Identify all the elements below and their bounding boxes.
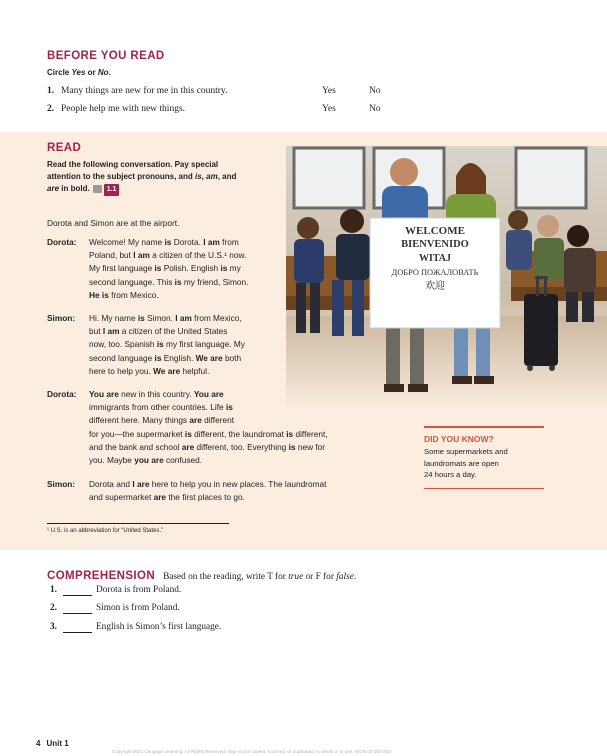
speaker-label: Simon: [47, 313, 76, 323]
read-section [0, 132, 607, 550]
page-number: 4 [36, 739, 41, 748]
did-you-know-line: laundromats are open [424, 458, 499, 468]
answer-blank[interactable] [63, 632, 92, 633]
item-text: English is Simon’s first language. [96, 622, 222, 632]
answer-blank[interactable] [63, 595, 92, 596]
before-you-read-instruction: Circle Yes or No. [47, 68, 111, 77]
speaker-label: Dorota: [47, 237, 77, 247]
comprehension-instruction: Based on the reading, write T for true or F for false. [163, 572, 357, 582]
item-text: Many things are new for me in this country. [61, 86, 228, 96]
item-number: 3. [50, 622, 57, 632]
before-item-2 [47, 104, 407, 118]
scene-description: Dorota and Simon are at the airport. [47, 218, 180, 228]
audio-track-badge[interactable]: 1.1 [104, 184, 120, 196]
sign-line: WELCOME [405, 225, 465, 237]
did-you-know-line: Some supermarkets and [424, 447, 508, 456]
item-text: Simon is from Poland. [96, 603, 180, 613]
copyright-notice: Copyright 2021 Cengage Learning. All Rights Reserved. May not be copied, scanned, or duplicated, in whole or in part. WCN 02-200-203 [112, 749, 391, 754]
item-number: 2. [50, 603, 57, 613]
footnote: ¹ U.S. is an abbreviation for “United States.” [47, 528, 164, 534]
item-number: 2. [47, 104, 55, 114]
read-heading: READ [47, 142, 82, 154]
footnote-rule [47, 523, 229, 524]
dialogue-turn-simon-2: Simon: Dorota and I are here to help you in new places. The laundromat and supermarket are the first places to go. [47, 479, 327, 503]
welcome-sign [370, 224, 500, 294]
yes-option[interactable]: Yes [322, 86, 336, 96]
sign-line: 欢迎 [425, 281, 445, 292]
read-instruction: Read the following conversation. Pay special attention to the subject pronouns, and is, am, and are in bold. 1.1 [47, 159, 277, 196]
speaker-label: Simon: [47, 479, 76, 489]
did-you-know-body [424, 446, 544, 481]
yes-option[interactable]: Yes [322, 104, 336, 114]
item-number: 1. [50, 585, 57, 595]
before-you-read-heading: BEFORE YOU READ [47, 50, 165, 62]
did-you-know-box [424, 426, 544, 489]
item-text: Dorota is from Poland. [96, 585, 182, 595]
dialogue-turn-simon-1: Simon: Hi. My name is Simon. I am from Mexico, but I am a citizen of the United States now, too. Spanish is my first language. My second language is English. We are both here to help you. We are helpful. [47, 313, 245, 376]
no-option[interactable]: No [369, 86, 381, 96]
item-text: People help me with new things. [61, 104, 186, 114]
comprehension-header [47, 566, 356, 584]
item-number: 1. [47, 86, 55, 96]
before-item-1 [47, 86, 407, 100]
did-you-know-line: 24 hours a day. [424, 470, 477, 479]
unit-label: Unit 1 [46, 739, 69, 748]
airport-welcome-illustration [286, 146, 607, 410]
audio-icon[interactable] [93, 185, 102, 193]
dialogue-turn-dorota-1: Dorota: Welcome! My name is Dorota. I am from Poland, but I am a citizen of the U.S.¹ now. My first language is Polish. English is my second language. This is my friend, Simon. He is from Mexico. [47, 237, 249, 300]
before-you-read-section [0, 0, 607, 130]
sign-line: BIENVENIDO [401, 239, 469, 250]
sign-line: ДОБРО ПОЖАЛОВАТЬ [391, 268, 479, 277]
speaker-label: Dorota: [47, 389, 77, 399]
no-option[interactable]: No [369, 104, 381, 114]
instruction-line: Read the following conversation. Pay special [47, 160, 219, 169]
dialogue-turn-dorota-2: Dorota: You are new in this country. You are immigrants from other countries. Life is different here. Many things are different for you—the supermarket is different, the laundromat is different, and the bank and school are different, too. Everything is new for you. Maybe you are confused. [47, 389, 328, 465]
did-you-know-title: DID YOU KNOW? [424, 434, 494, 444]
page-footer [36, 739, 69, 748]
comprehension-heading: COMPREHENSION [47, 570, 156, 582]
answer-blank[interactable] [63, 613, 92, 614]
sign-line: WITAJ [418, 253, 452, 264]
